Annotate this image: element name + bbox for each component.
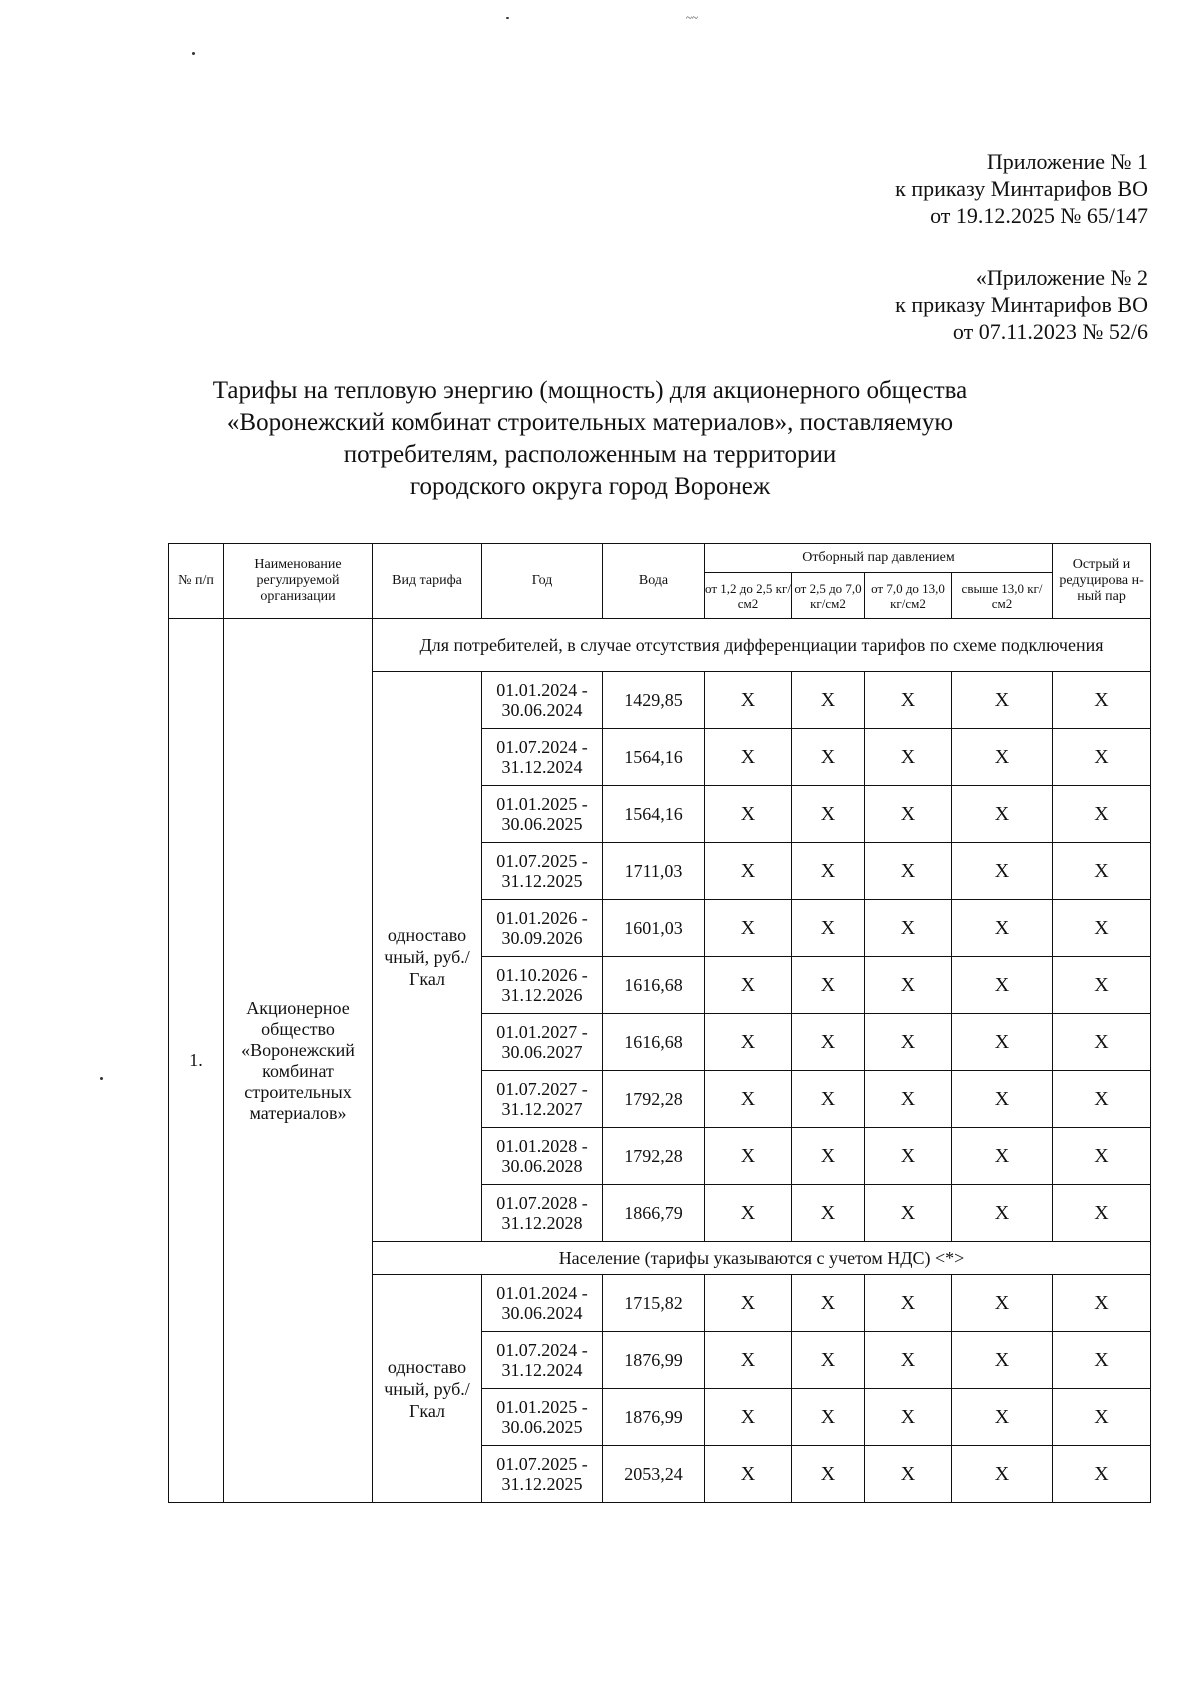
row-number: 1.: [169, 619, 224, 1503]
x-mark-cell: X: [1053, 786, 1151, 843]
period-cell: 01.07.2024 - 31.12.2024: [482, 1332, 603, 1389]
period-cell: 01.01.2024 - 30.06.2024: [482, 672, 603, 729]
scan-speck: [100, 1077, 103, 1080]
x-mark-cell: X: [1053, 1389, 1151, 1446]
x-mark-cell: X: [792, 1389, 865, 1446]
x-mark-cell: X: [865, 786, 952, 843]
water-tariff-cell: 1711,03: [603, 843, 705, 900]
period-cell: 01.01.2028 - 30.06.2028: [482, 1128, 603, 1185]
x-mark-cell: X: [1053, 843, 1151, 900]
x-mark-cell: X: [952, 843, 1053, 900]
x-mark-cell: X: [865, 1185, 952, 1242]
x-mark-cell: X: [705, 843, 792, 900]
x-mark-cell: X: [865, 1128, 952, 1185]
x-mark-cell: X: [792, 1275, 865, 1332]
period-cell: 01.07.2027 - 31.12.2027: [482, 1071, 603, 1128]
title-line: Тарифы на тепловую энергию (мощность) для акционерного общества: [212, 377, 968, 404]
x-mark-cell: X: [865, 729, 952, 786]
tariff-kind: одноставо чный, руб./Гкал: [373, 672, 482, 1242]
x-mark-cell: X: [705, 1332, 792, 1389]
document-title: [140, 375, 1040, 503]
header-number: № п/п: [169, 544, 224, 619]
period-cell: 01.07.2024 - 31.12.2024: [482, 729, 603, 786]
x-mark-cell: X: [952, 1332, 1053, 1389]
header-steam-group: Отборный пар давлением: [705, 544, 1053, 573]
x-mark-cell: X: [1053, 672, 1151, 729]
x-mark-cell: X: [865, 957, 952, 1014]
period-cell: 01.01.2026 - 30.09.2026: [482, 900, 603, 957]
header-year: Год: [482, 544, 603, 619]
water-tariff-cell: 1792,28: [603, 1128, 705, 1185]
x-mark-cell: X: [952, 1128, 1053, 1185]
x-mark-cell: X: [865, 1275, 952, 1332]
water-tariff-cell: 1876,99: [603, 1332, 705, 1389]
water-tariff-cell: 1429,85: [603, 672, 705, 729]
ref-line: к приказу Минтарифов ВО: [895, 176, 1148, 201]
x-mark-cell: X: [1053, 1014, 1151, 1071]
x-mark-cell: X: [792, 1185, 865, 1242]
water-tariff-cell: 1616,68: [603, 957, 705, 1014]
period-cell: 01.01.2027 - 30.06.2027: [482, 1014, 603, 1071]
x-mark-cell: X: [705, 1275, 792, 1332]
period-cell: 01.07.2025 - 31.12.2025: [482, 1446, 603, 1503]
x-mark-cell: X: [792, 900, 865, 957]
section-title: Население (тарифы указываются с учетом НДС) <*>: [373, 1242, 1151, 1275]
x-mark-cell: X: [792, 729, 865, 786]
water-tariff-cell: 1876,99: [603, 1389, 705, 1446]
x-mark-cell: X: [705, 957, 792, 1014]
x-mark-cell: X: [952, 1071, 1053, 1128]
header-sharp-steam: Острый и редуцирова н- ный пар: [1053, 544, 1151, 619]
x-mark-cell: X: [865, 672, 952, 729]
appendix-reference-amended: [895, 264, 1148, 345]
scan-speck: [506, 17, 509, 19]
header-steam-1: от 1,2 до 2,5 кг/см2: [705, 573, 792, 619]
period-cell: 01.01.2025 - 30.06.2025: [482, 786, 603, 843]
x-mark-cell: X: [705, 729, 792, 786]
period-cell: 01.07.2025 - 31.12.2025: [482, 843, 603, 900]
x-mark-cell: X: [705, 1185, 792, 1242]
tariff-kind: одноставо чный, руб./Гкал: [373, 1275, 482, 1503]
water-tariff-cell: 2053,24: [603, 1446, 705, 1503]
x-mark-cell: X: [705, 1389, 792, 1446]
water-tariff-cell: 1616,68: [603, 1014, 705, 1071]
x-mark-cell: X: [792, 786, 865, 843]
x-mark-cell: X: [705, 900, 792, 957]
x-mark-cell: X: [1053, 900, 1151, 957]
header-water: Вода: [603, 544, 705, 619]
scan-speck: [192, 52, 195, 55]
water-tariff-cell: 1866,79: [603, 1185, 705, 1242]
x-mark-cell: X: [1053, 1128, 1151, 1185]
header-steam-3: от 7,0 до 13,0 кг/см2: [865, 573, 952, 619]
x-mark-cell: X: [705, 1446, 792, 1503]
header-steam-2: от 2,5 до 7,0 кг/см2: [792, 573, 865, 619]
x-mark-cell: X: [792, 957, 865, 1014]
water-tariff-cell: 1792,28: [603, 1071, 705, 1128]
section-title: Для потребителей, в случае отсутствия дифференциации тарифов по схеме подключения: [373, 619, 1151, 672]
top-scan-mark: ~~: [686, 12, 698, 24]
x-mark-cell: X: [792, 1332, 865, 1389]
x-mark-cell: X: [1053, 957, 1151, 1014]
x-mark-cell: X: [865, 1014, 952, 1071]
x-mark-cell: X: [1053, 1275, 1151, 1332]
x-mark-cell: X: [792, 843, 865, 900]
ref-line: «Приложение № 2: [975, 265, 1148, 290]
period-cell: 01.07.2028 - 31.12.2028: [482, 1185, 603, 1242]
x-mark-cell: X: [1053, 1446, 1151, 1503]
x-mark-cell: X: [952, 1014, 1053, 1071]
period-cell: 01.10.2026 - 31.12.2026: [482, 957, 603, 1014]
period-cell: 01.01.2025 - 30.06.2025: [482, 1389, 603, 1446]
tariff-table: [168, 543, 1151, 1503]
x-mark-cell: X: [865, 1071, 952, 1128]
x-mark-cell: X: [952, 729, 1053, 786]
x-mark-cell: X: [792, 1446, 865, 1503]
x-mark-cell: X: [705, 672, 792, 729]
x-mark-cell: X: [865, 1332, 952, 1389]
x-mark-cell: X: [1053, 1071, 1151, 1128]
organization-name: Акционерное общество «Воронежский комбинат строительных материалов»: [224, 619, 373, 1503]
x-mark-cell: X: [952, 1389, 1053, 1446]
x-mark-cell: X: [952, 672, 1053, 729]
x-mark-cell: X: [865, 1389, 952, 1446]
title-line: «Воронежский комбинат строительных материалов», поставляемую: [226, 409, 954, 436]
x-mark-cell: X: [792, 1128, 865, 1185]
x-mark-cell: X: [1053, 729, 1151, 786]
x-mark-cell: X: [792, 1014, 865, 1071]
x-mark-cell: X: [705, 786, 792, 843]
ref-line: от 07.11.2023 № 52/6: [952, 319, 1148, 344]
appendix-reference-current: [895, 148, 1148, 229]
water-tariff-cell: 1564,16: [603, 786, 705, 843]
ref-line: Приложение № 1: [986, 149, 1148, 174]
x-mark-cell: X: [1053, 1185, 1151, 1242]
x-mark-cell: X: [952, 786, 1053, 843]
x-mark-cell: X: [1053, 1332, 1151, 1389]
x-mark-cell: X: [952, 1446, 1053, 1503]
header-tariff-kind: Вид тарифа: [373, 544, 482, 619]
header-organization: Наименование регулируемой организации: [224, 544, 373, 619]
ref-line: от 19.12.2025 № 65/147: [930, 203, 1148, 228]
x-mark-cell: X: [865, 900, 952, 957]
x-mark-cell: X: [792, 1071, 865, 1128]
water-tariff-cell: 1601,03: [603, 900, 705, 957]
x-mark-cell: X: [952, 1185, 1053, 1242]
title-line: городского округа город Воронеж: [409, 473, 771, 500]
period-cell: 01.01.2024 - 30.06.2024: [482, 1275, 603, 1332]
section-heading-row: [169, 619, 1151, 672]
x-mark-cell: X: [952, 957, 1053, 1014]
x-mark-cell: X: [952, 1275, 1053, 1332]
title-line: потребителям, расположенным на территории: [343, 441, 837, 468]
x-mark-cell: X: [792, 672, 865, 729]
x-mark-cell: X: [705, 1128, 792, 1185]
water-tariff-cell: 1564,16: [603, 729, 705, 786]
x-mark-cell: X: [952, 900, 1053, 957]
header-steam-4: свыше 13,0 кг/см2: [952, 573, 1053, 619]
x-mark-cell: X: [865, 1446, 952, 1503]
x-mark-cell: X: [705, 1014, 792, 1071]
x-mark-cell: X: [705, 1071, 792, 1128]
x-mark-cell: X: [865, 843, 952, 900]
ref-line: к приказу Минтарифов ВО: [895, 292, 1148, 317]
water-tariff-cell: 1715,82: [603, 1275, 705, 1332]
